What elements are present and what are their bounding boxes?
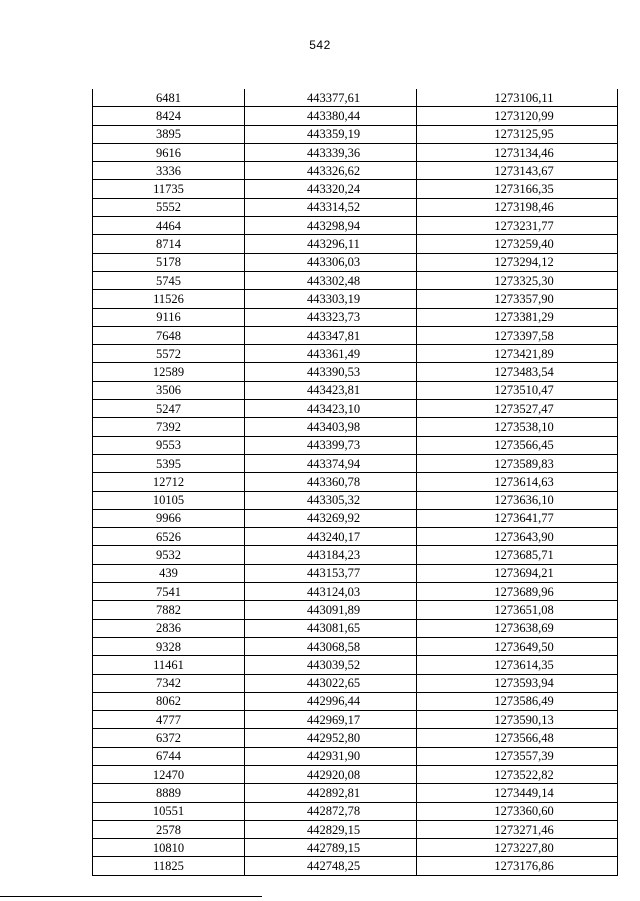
point-number-cell: 12712 [93, 473, 245, 491]
x-coordinate-cell: 443347,81 [245, 326, 417, 344]
table-row [93, 107, 618, 125]
page-number: 542 [309, 38, 331, 52]
x-coordinate-cell: 442920,08 [245, 765, 417, 783]
y-coordinate-cell: 1273566,48 [417, 729, 618, 747]
table-row [93, 253, 618, 271]
y-coordinate-cell: 1273166,35 [417, 180, 618, 198]
table-row [93, 674, 618, 692]
y-coordinate-cell: 1273636,10 [417, 491, 618, 509]
table-row [93, 583, 618, 601]
table-row [93, 747, 618, 765]
table-row [93, 326, 618, 344]
y-coordinate-cell: 1273586,49 [417, 692, 618, 710]
x-coordinate-cell: 443423,81 [245, 381, 417, 399]
x-coordinate-cell: 443339,36 [245, 143, 417, 161]
point-number-cell: 439 [93, 564, 245, 582]
table-row [93, 473, 618, 491]
table-row [93, 363, 618, 381]
point-number-cell: 4777 [93, 711, 245, 729]
point-number-cell: 6526 [93, 528, 245, 546]
x-coordinate-cell: 443184,23 [245, 546, 417, 564]
y-coordinate-cell: 1273381,29 [417, 308, 618, 326]
point-number-cell: 8062 [93, 692, 245, 710]
table-row [93, 89, 618, 107]
point-number-cell: 5247 [93, 400, 245, 418]
x-coordinate-cell: 443039,52 [245, 656, 417, 674]
x-coordinate-cell: 443298,94 [245, 217, 417, 235]
x-coordinate-cell: 443081,65 [245, 619, 417, 637]
table-row [93, 839, 618, 857]
table-row [93, 235, 618, 253]
x-coordinate-cell: 443296,11 [245, 235, 417, 253]
table-row [93, 290, 618, 308]
table-row [93, 125, 618, 143]
y-coordinate-cell: 1273641,77 [417, 509, 618, 527]
x-coordinate-cell: 443323,73 [245, 308, 417, 326]
point-number-cell: 4464 [93, 217, 245, 235]
y-coordinate-cell: 1273483,54 [417, 363, 618, 381]
table-row [93, 345, 618, 363]
table-row [93, 711, 618, 729]
y-coordinate-cell: 1273638,69 [417, 619, 618, 637]
point-number-cell: 5745 [93, 271, 245, 289]
table-row [93, 619, 618, 637]
table-row [93, 857, 618, 875]
x-coordinate-cell: 443320,24 [245, 180, 417, 198]
y-coordinate-cell: 1273651,08 [417, 601, 618, 619]
x-coordinate-cell: 443303,19 [245, 290, 417, 308]
point-number-cell: 11825 [93, 857, 245, 875]
table-row [93, 217, 618, 235]
y-coordinate-cell: 1273614,63 [417, 473, 618, 491]
y-coordinate-cell: 1273522,82 [417, 765, 618, 783]
point-number-cell: 5395 [93, 454, 245, 472]
x-coordinate-cell: 443022,65 [245, 674, 417, 692]
x-coordinate-cell: 443306,03 [245, 253, 417, 271]
y-coordinate-cell: 1273198,46 [417, 198, 618, 216]
y-coordinate-cell: 1273143,67 [417, 162, 618, 180]
point-number-cell: 7541 [93, 583, 245, 601]
point-number-cell: 11461 [93, 656, 245, 674]
point-number-cell: 12470 [93, 765, 245, 783]
table-row [93, 162, 618, 180]
point-number-cell: 9966 [93, 509, 245, 527]
x-coordinate-cell: 442829,15 [245, 820, 417, 838]
y-coordinate-cell: 1273421,89 [417, 345, 618, 363]
table-row [93, 271, 618, 289]
x-coordinate-cell: 443240,17 [245, 528, 417, 546]
table-row [93, 820, 618, 838]
y-coordinate-cell: 1273527,47 [417, 400, 618, 418]
point-number-cell: 9616 [93, 143, 245, 161]
x-coordinate-cell: 443153,77 [245, 564, 417, 582]
point-number-cell: 7648 [93, 326, 245, 344]
point-number-cell: 2578 [93, 820, 245, 838]
x-coordinate-cell: 442748,25 [245, 857, 417, 875]
y-coordinate-cell: 1273397,58 [417, 326, 618, 344]
x-coordinate-cell: 442872,78 [245, 802, 417, 820]
table-row [93, 546, 618, 564]
point-number-cell: 6744 [93, 747, 245, 765]
y-coordinate-cell: 1273231,77 [417, 217, 618, 235]
y-coordinate-cell: 1273590,13 [417, 711, 618, 729]
x-coordinate-cell: 442996,44 [245, 692, 417, 710]
point-number-cell: 8714 [93, 235, 245, 253]
point-number-cell: 12589 [93, 363, 245, 381]
y-coordinate-cell: 1273227,80 [417, 839, 618, 857]
x-coordinate-cell: 443302,48 [245, 271, 417, 289]
point-number-cell: 9532 [93, 546, 245, 564]
x-coordinate-cell: 442892,81 [245, 784, 417, 802]
y-coordinate-cell: 1273694,21 [417, 564, 618, 582]
y-coordinate-cell: 1273357,90 [417, 290, 618, 308]
table-row [93, 180, 618, 198]
x-coordinate-cell: 443374,94 [245, 454, 417, 472]
table-row [93, 729, 618, 747]
point-number-cell: 3506 [93, 381, 245, 399]
point-number-cell: 3895 [93, 125, 245, 143]
x-coordinate-cell: 443403,98 [245, 418, 417, 436]
y-coordinate-cell: 1273259,40 [417, 235, 618, 253]
table-row [93, 400, 618, 418]
point-number-cell: 10105 [93, 491, 245, 509]
y-coordinate-cell: 1273557,39 [417, 747, 618, 765]
x-coordinate-cell: 443380,44 [245, 107, 417, 125]
table-row [93, 765, 618, 783]
x-coordinate-cell: 442789,15 [245, 839, 417, 857]
x-coordinate-cell: 443359,19 [245, 125, 417, 143]
y-coordinate-cell: 1273134,46 [417, 143, 618, 161]
table-row [93, 418, 618, 436]
y-coordinate-cell: 1273176,86 [417, 857, 618, 875]
y-coordinate-cell: 1273643,90 [417, 528, 618, 546]
point-number-cell: 7342 [93, 674, 245, 692]
point-number-cell: 6481 [93, 89, 245, 107]
x-coordinate-cell: 442952,80 [245, 729, 417, 747]
point-number-cell: 11735 [93, 180, 245, 198]
y-coordinate-cell: 1273589,83 [417, 454, 618, 472]
y-coordinate-cell: 1273449,14 [417, 784, 618, 802]
point-number-cell: 8889 [93, 784, 245, 802]
table-row [93, 564, 618, 582]
y-coordinate-cell: 1273510,47 [417, 381, 618, 399]
y-coordinate-cell: 1273120,99 [417, 107, 618, 125]
x-coordinate-cell: 443326,62 [245, 162, 417, 180]
x-coordinate-cell: 443314,52 [245, 198, 417, 216]
x-coordinate-cell: 443091,89 [245, 601, 417, 619]
table-row [93, 436, 618, 454]
footer-divider [0, 896, 262, 897]
x-coordinate-cell: 442931,90 [245, 747, 417, 765]
y-coordinate-cell: 1273106,11 [417, 89, 618, 107]
x-coordinate-cell: 443269,92 [245, 509, 417, 527]
point-number-cell: 5552 [93, 198, 245, 216]
point-number-cell: 7392 [93, 418, 245, 436]
point-number-cell: 8424 [93, 107, 245, 125]
coordinates-table-body [93, 89, 618, 875]
y-coordinate-cell: 1273685,71 [417, 546, 618, 564]
y-coordinate-cell: 1273593,94 [417, 674, 618, 692]
y-coordinate-cell: 1273360,60 [417, 802, 618, 820]
y-coordinate-cell: 1273325,30 [417, 271, 618, 289]
y-coordinate-cell: 1273649,50 [417, 637, 618, 655]
table-row [93, 509, 618, 527]
point-number-cell: 7882 [93, 601, 245, 619]
point-number-cell: 10551 [93, 802, 245, 820]
table-row [93, 528, 618, 546]
x-coordinate-cell: 443305,32 [245, 491, 417, 509]
table-row [93, 143, 618, 161]
x-coordinate-cell: 443361,49 [245, 345, 417, 363]
y-coordinate-cell: 1273614,35 [417, 656, 618, 674]
y-coordinate-cell: 1273566,45 [417, 436, 618, 454]
point-number-cell: 6372 [93, 729, 245, 747]
table-row [93, 601, 618, 619]
table-row [93, 784, 618, 802]
point-number-cell: 3336 [93, 162, 245, 180]
y-coordinate-cell: 1273538,10 [417, 418, 618, 436]
coordinates-table [92, 89, 618, 876]
y-coordinate-cell: 1273689,96 [417, 583, 618, 601]
point-number-cell: 5178 [93, 253, 245, 271]
x-coordinate-cell: 443390,53 [245, 363, 417, 381]
table-row [93, 637, 618, 655]
y-coordinate-cell: 1273125,95 [417, 125, 618, 143]
point-number-cell: 10810 [93, 839, 245, 857]
x-coordinate-cell: 442969,17 [245, 711, 417, 729]
point-number-cell: 9328 [93, 637, 245, 655]
x-coordinate-cell: 443068,58 [245, 637, 417, 655]
x-coordinate-cell: 443360,78 [245, 473, 417, 491]
table-row [93, 692, 618, 710]
table-row [93, 656, 618, 674]
x-coordinate-cell: 443423,10 [245, 400, 417, 418]
point-number-cell: 2836 [93, 619, 245, 637]
point-number-cell: 9116 [93, 308, 245, 326]
table-row [93, 454, 618, 472]
y-coordinate-cell: 1273271,46 [417, 820, 618, 838]
table-row [93, 802, 618, 820]
table-row [93, 381, 618, 399]
point-number-cell: 9553 [93, 436, 245, 454]
table-row [93, 491, 618, 509]
point-number-cell: 5572 [93, 345, 245, 363]
x-coordinate-cell: 443124,03 [245, 583, 417, 601]
table-row [93, 308, 618, 326]
point-number-cell: 11526 [93, 290, 245, 308]
x-coordinate-cell: 443399,73 [245, 436, 417, 454]
table-row [93, 198, 618, 216]
y-coordinate-cell: 1273294,12 [417, 253, 618, 271]
x-coordinate-cell: 443377,61 [245, 89, 417, 107]
